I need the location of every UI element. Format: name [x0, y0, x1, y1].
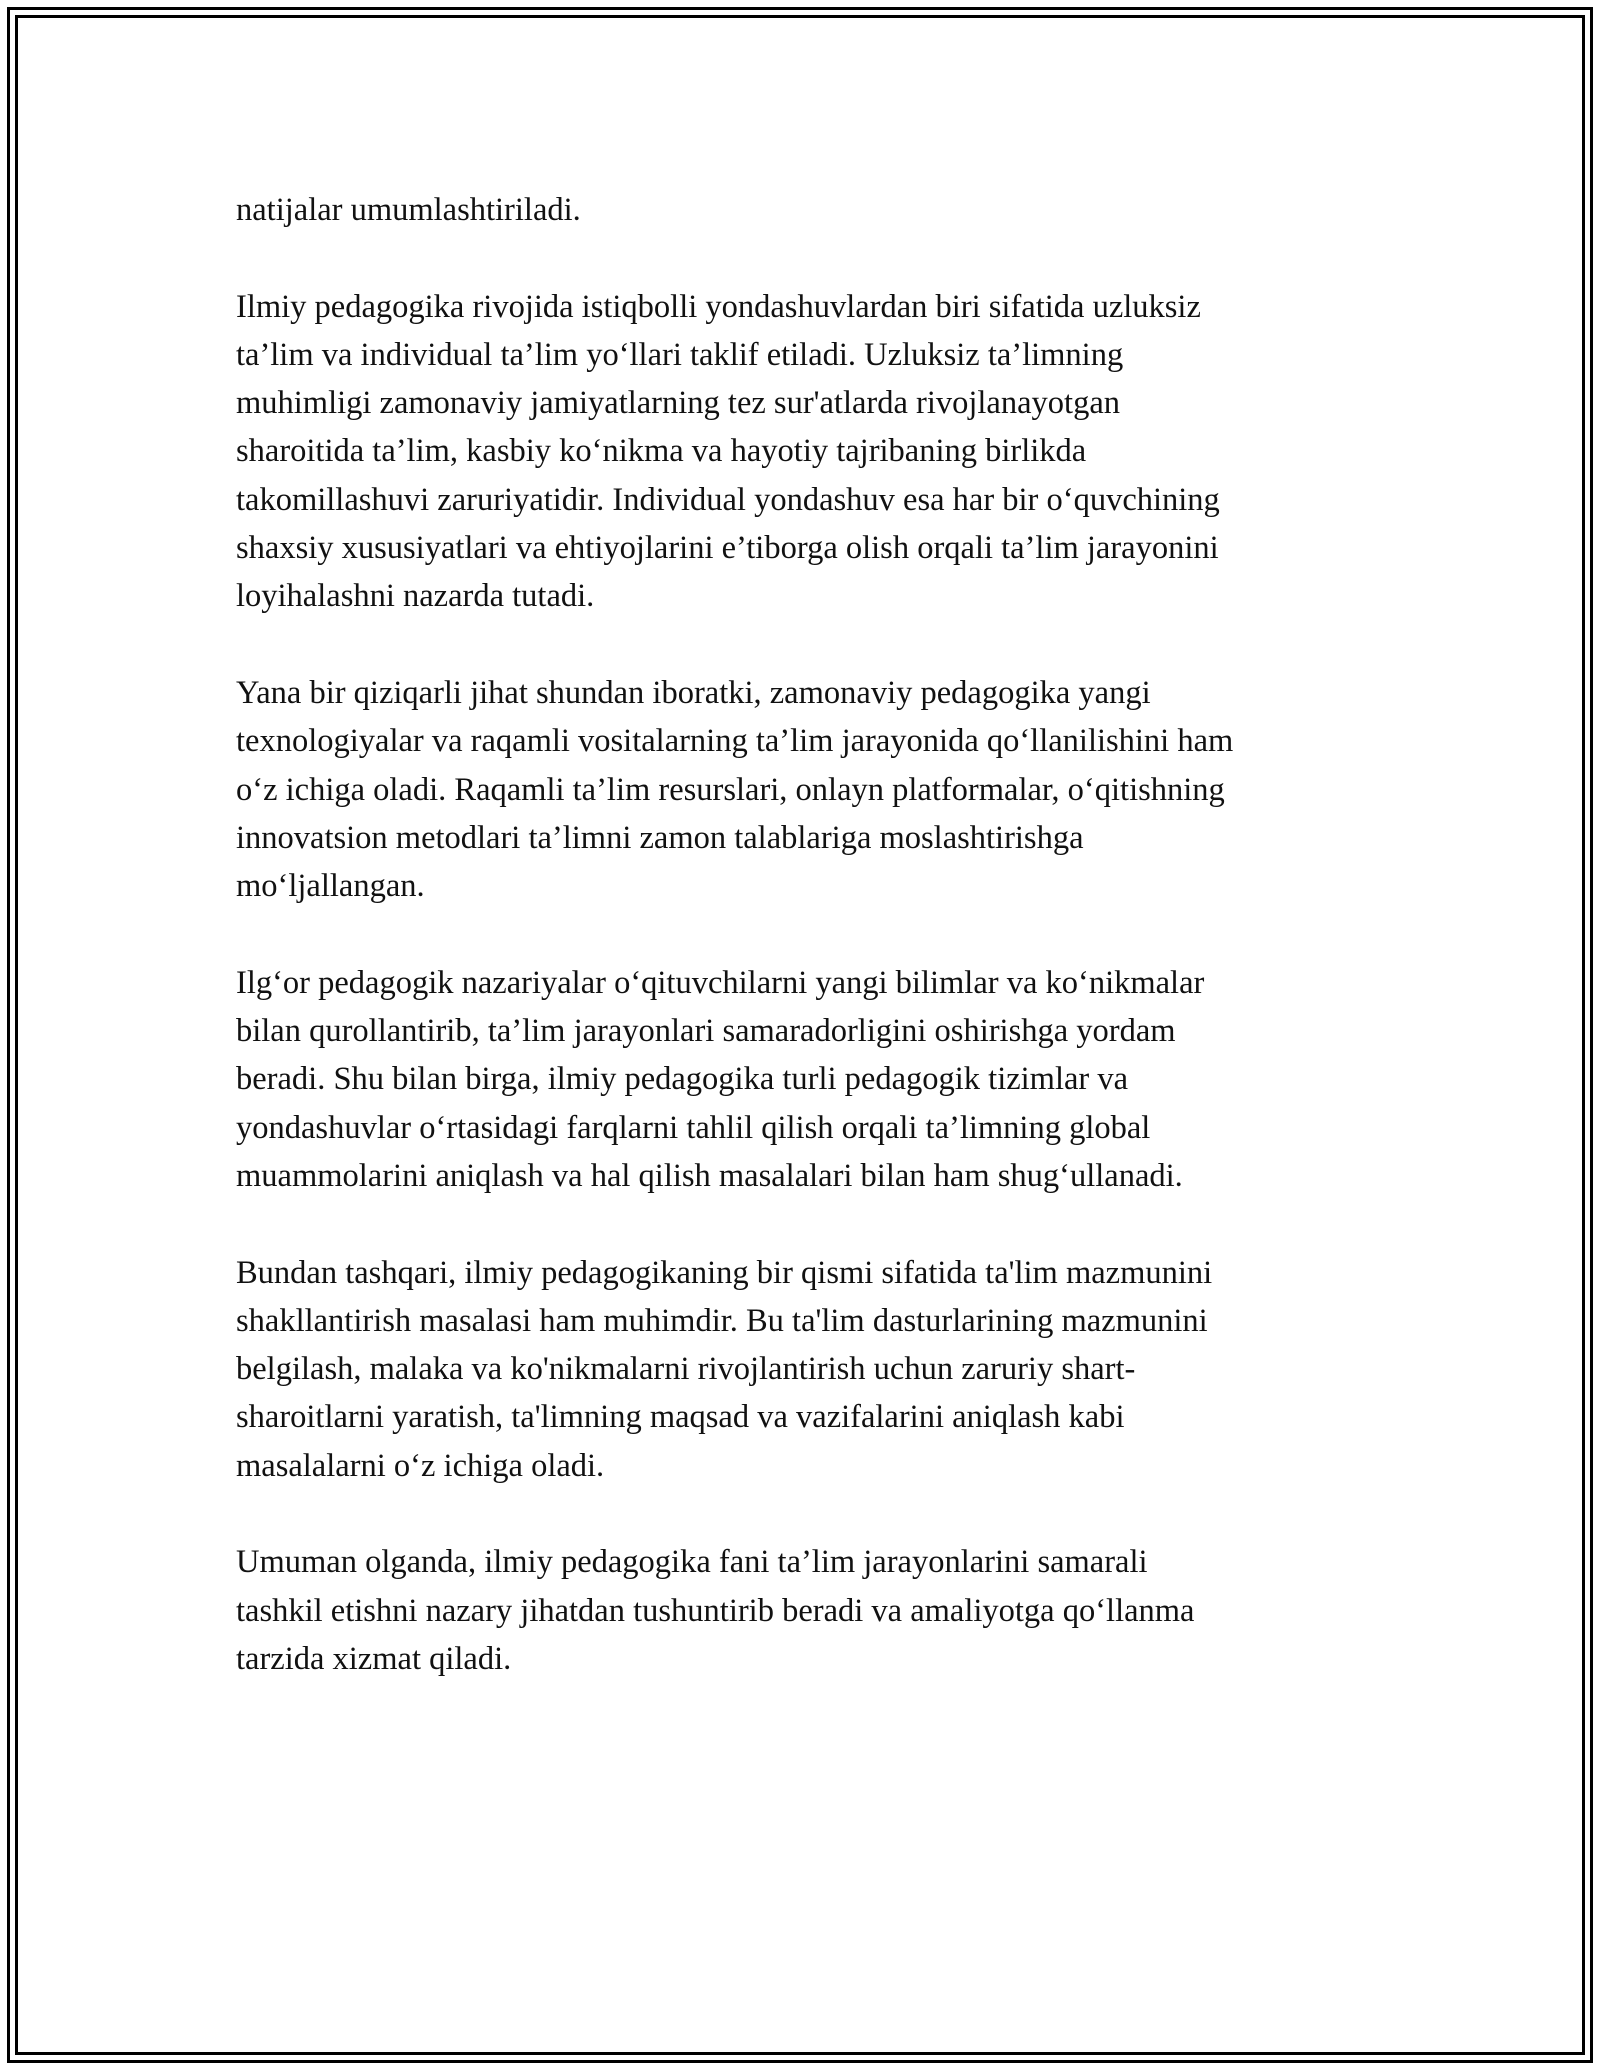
- paragraph: Yana bir qiziqarli jihat shundan iboratki, zamonaviy pedagogika yangi texnologiyalar va raqamli vositalarning ta’lim jarayonida qo‘llanilishini ham o‘z ichiga oladi. Raqamli ta’lim resurslari, onlayn platformalar, o‘qitishning innovatsion metodlari ta’limni zamon talablariga moslashtirishga mo‘ljallangan.: [236, 674, 1234, 905]
- document-body: [236, 186, 1366, 1732]
- paragraph: Ilg‘or pedagogik nazariyalar o‘qituvchilarni yangi bilimlar va ko‘nikmalar bilan qurollantirib, ta’lim jarayonlari samaradorligini oshirishga yordam beradi. Shu bilan birga, ilmiy pedagogika turli pedagogik tizimlar va yondashuvlar o‘rtasidagi farqlarni tahlil qilish orqali ta’limning global muammolarini aniqlash va hal qilish masalalari bilan ham shug‘ullanadi.: [236, 964, 1205, 1194]
- paragraph: Ilmiy pedagogika rivojida istiqbolli yondashuvlardan biri sifatida uzluksiz ta’lim va individual ta’lim yo‘llari taklif etiladi. Uzluksiz ta’limning muhimligi zamonaviy jamiyatlarning tez sur'atlarda rivojlanayotgan sharoitida ta’lim, kasbiy ko‘nikma va hayotiy tajribaning birlikda takomillashuvi zaruriyatidir. Individual yondashuv esa har bir o‘quvchining shaxsiy xususiyatlari va ehtiyojlarini e’tiborga olish orqali ta’lim jarayonini loyihalashni nazarda tutadi.: [236, 288, 1220, 615]
- paragraph: Bundan tashqari, ilmiy pedagogikaning bir qismi sifatida ta'lim mazmunini shakllantirish masalasi ham muhimdir. Bu ta'lim dasturlarining mazmunini belgilash, malaka va ko'nikmalarni rivojlantirish uchun zaruriy shart- sharoitlarni yaratish, ta'limning maqsad va vazifalarini aniqlash kabi masalalarni o‘z ichiga oladi.: [236, 1254, 1213, 1484]
- paragraph: natijalar umumlashtiriladi.: [236, 192, 581, 228]
- paragraph: Umuman olganda, ilmiy pedagogika fani ta’lim jarayonlarini samarali tashkil etishni nazary jihatdan tushuntirib beradi va amaliyotga qo‘llanma tarzida xizmat qiladi.: [236, 1544, 1195, 1677]
